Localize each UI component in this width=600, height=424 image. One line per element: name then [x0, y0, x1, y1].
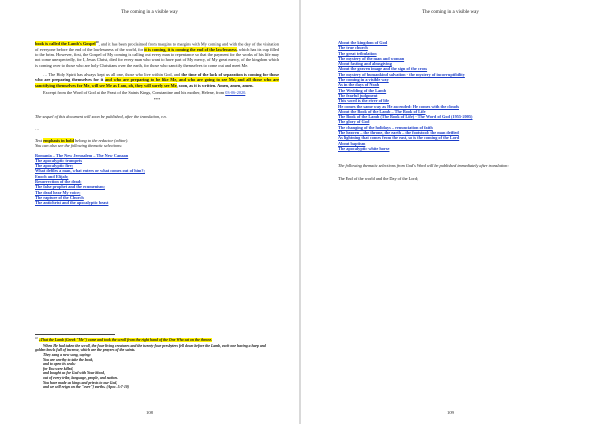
- link-white-horse[interactable]: The apocalyptic white horse: [338, 145, 390, 151]
- link-dead-hear[interactable]: The dead hear My voice;: [35, 189, 81, 195]
- highlight-see-me: and who are preparing to be like Me, and who are going to see Me, and all those who are sanctifying themselves for Me, will see Me as I am, oh, they will surely see Me: [35, 77, 280, 88]
- link-book-of-lamb[interactable]: About the Book of the Lamb – The Book of Life: [338, 108, 426, 114]
- link-wedding-lamb[interactable]: The Wedding of the Lamb: [338, 87, 387, 93]
- link-graven-image[interactable]: About the graven image and the sign of the cross: [338, 66, 428, 72]
- emphasis-note-a: Text: [35, 137, 44, 143]
- left-column: [35, 40, 279, 206]
- paragraph-2-text-a: … The Holy Spirit has always kept us all one, those who live within God, and: [43, 71, 182, 77]
- link-holidays[interactable]: The changing of the holidays – renunciation of faith: [338, 124, 433, 130]
- footnote-ref[interactable]: 10: [95, 40, 99, 44]
- paragraph-1: [35, 40, 279, 68]
- running-head-right: The coming in a visible way: [422, 10, 479, 15]
- right-link-list: [338, 40, 578, 151]
- link-salvation-mystery[interactable]: The mystery of humankind salvation - the mystery of incorruptibility: [338, 71, 465, 77]
- link-enoch-elijah[interactable]: Enoch and Elijah;: [35, 173, 69, 179]
- footnote-separator: [35, 334, 115, 335]
- link-glory-of-god[interactable]: The glory of God: [338, 119, 370, 125]
- link-baptism[interactable]: About baptism: [338, 140, 366, 146]
- paragraph-2-bold-b: , soon, as it is written. Amen, amen, amen.: [176, 82, 254, 88]
- link-resurrection[interactable]: Resurrection of the dead;: [35, 179, 82, 185]
- following-note: The following thematic selections from God's Word will be published immediately after translation:: [338, 163, 509, 169]
- stars-divider: ***: [153, 97, 161, 103]
- footnote-number: 10: [35, 337, 38, 340]
- link-false-prophet[interactable]: The false prophet and the ecumenism;: [35, 184, 105, 190]
- running-head-left: The coming in a visible way: [121, 10, 178, 15]
- highlight-lamb-gospel: book is called the Lamb's Gospel: [35, 41, 96, 47]
- link-romania[interactable]: Romania – The New Jerusalem – The New Canaan: [35, 152, 129, 158]
- page-number-left: 108: [146, 410, 153, 415]
- excerpt-end: .: [245, 89, 247, 95]
- link-kingdom-of-god[interactable]: About the kingdom of God: [338, 40, 388, 45]
- page-number-right: 109: [447, 410, 454, 415]
- verse-line: and we will reign on the "over"} earths. (Apoc. 5:7-10): [43, 385, 130, 390]
- link-visible-way[interactable]: The coming in a visible way: [338, 77, 389, 83]
- link-antichrist[interactable]: The antichrist and the apocalyptic beast: [35, 200, 109, 206]
- see-also-note: You can also see the following thematic selections:: [35, 143, 123, 149]
- date-link[interactable]: 03-06-2020: [225, 89, 246, 95]
- link-man-and-woman[interactable]: The mystery of the man and woman: [338, 55, 405, 61]
- right-page: [301, 0, 600, 424]
- link-fearful-judgment[interactable]: The fearful judgment: [338, 92, 378, 98]
- verse-line: out of every tribe, language, people, and nation.: [43, 376, 118, 381]
- excerpt-text: Excerpt from the Word of God at the Feast of the Saints Kings, Constantine and his mother, Helene, from: [43, 89, 226, 95]
- link-true-church[interactable]: The true church: [338, 45, 368, 51]
- link-book-of-lamb-1955[interactable]: The Book of the Lamb (The Book of Life) - The Word of God (1955-2005): [338, 114, 473, 120]
- end-of-world-line: The End of the world and the Day of the Lord;: [338, 175, 419, 181]
- link-river-of-life[interactable]: This word is the river of life: [338, 98, 390, 104]
- link-lightning[interactable]: As lightning that comes from the east, so is the coming of the Lord: [338, 135, 460, 141]
- paragraph-2: [35, 72, 279, 88]
- right-column: [338, 40, 578, 183]
- link-great-tribulation[interactable]: The great tribulation: [338, 50, 377, 56]
- left-link-list: [35, 153, 279, 206]
- link-man-deified[interactable]: The heaven – the throne, the earth – the footstool: the man deified: [338, 130, 459, 136]
- footnote: [35, 337, 277, 390]
- highlight-end-lawlessness: it is coming, it is coming the end of the lawlessness: [144, 46, 237, 52]
- ellipsis: …: [35, 125, 40, 131]
- link-days-of-noah[interactable]: As in the days of Noah: [338, 82, 380, 88]
- link-fasting[interactable]: About fasting and almsgiving: [338, 61, 392, 67]
- link-what-defiles[interactable]: What defiles a man, what enters or what comes out of him?;: [35, 168, 145, 174]
- left-page: [0, 0, 299, 424]
- paragraph-1-text-b: , which has its cup filled to the brim. However, first, the Gospel of My coming is calling out every man to repentance so that the payment for the works of his life may not come unexpectedly, for I, Jesus Christ, died for every man who want to have part of My mercy, of My great mercy, of the kingdom which is coming over to those who are holy Christians over the earth, for those who sanctify themselves to come out and meet Me.: [35, 46, 279, 68]
- link-apocalyptic-trumpets[interactable]: The apocalyptic trumpets: [35, 157, 83, 163]
- verse-line: You have made us kings and priests to our God,: [43, 380, 118, 385]
- emphasis-note-bold: emphasis in bold: [43, 137, 74, 143]
- verse-line: and to open its seals:: [43, 362, 76, 367]
- paragraph-3: [35, 90, 279, 95]
- paragraph-1-text-a: , and it has been proclaimed from margins to margins with My coming and with the day of the visitation of everyone before the end of the lawlessness of the world, for: [35, 41, 279, 52]
- verse-line: and bought us for God with Your blood,: [43, 371, 105, 376]
- verse-line: You are worthy to take the book,: [43, 357, 94, 362]
- footnote-text: When He had taken the scroll, the four living creatures and the twenty-four presbyters fell down before the Lamb, each one having a harp and golden bowls full of incense, which are the prayers of the saints.: [35, 343, 266, 353]
- link-rapture[interactable]: The rapture of the Church: [35, 194, 84, 200]
- emphasis-note-b: belong to the redactor (editor).: [73, 137, 129, 143]
- verse-line: They sang a new song, saying:: [43, 353, 91, 358]
- verse-line: for You were killed,: [43, 366, 74, 371]
- footnote-highlight: «That the Lamb (Greek "Me") came and took the scroll from the right hand of the One Who sat on the throne.: [38, 338, 213, 343]
- link-clouds[interactable]: He comes the same way as He ascended: He comes with the clouds: [338, 103, 460, 109]
- sequel-note: The sequel of this document will soon be published, after the translation, r.n.: [35, 114, 167, 120]
- link-apocalyptic-fire[interactable]: The apocalyptic fire;: [35, 163, 74, 169]
- paragraph-2-bold-a: the time of the lack of separation is coming for those who are preparing themselves for it: [35, 71, 279, 83]
